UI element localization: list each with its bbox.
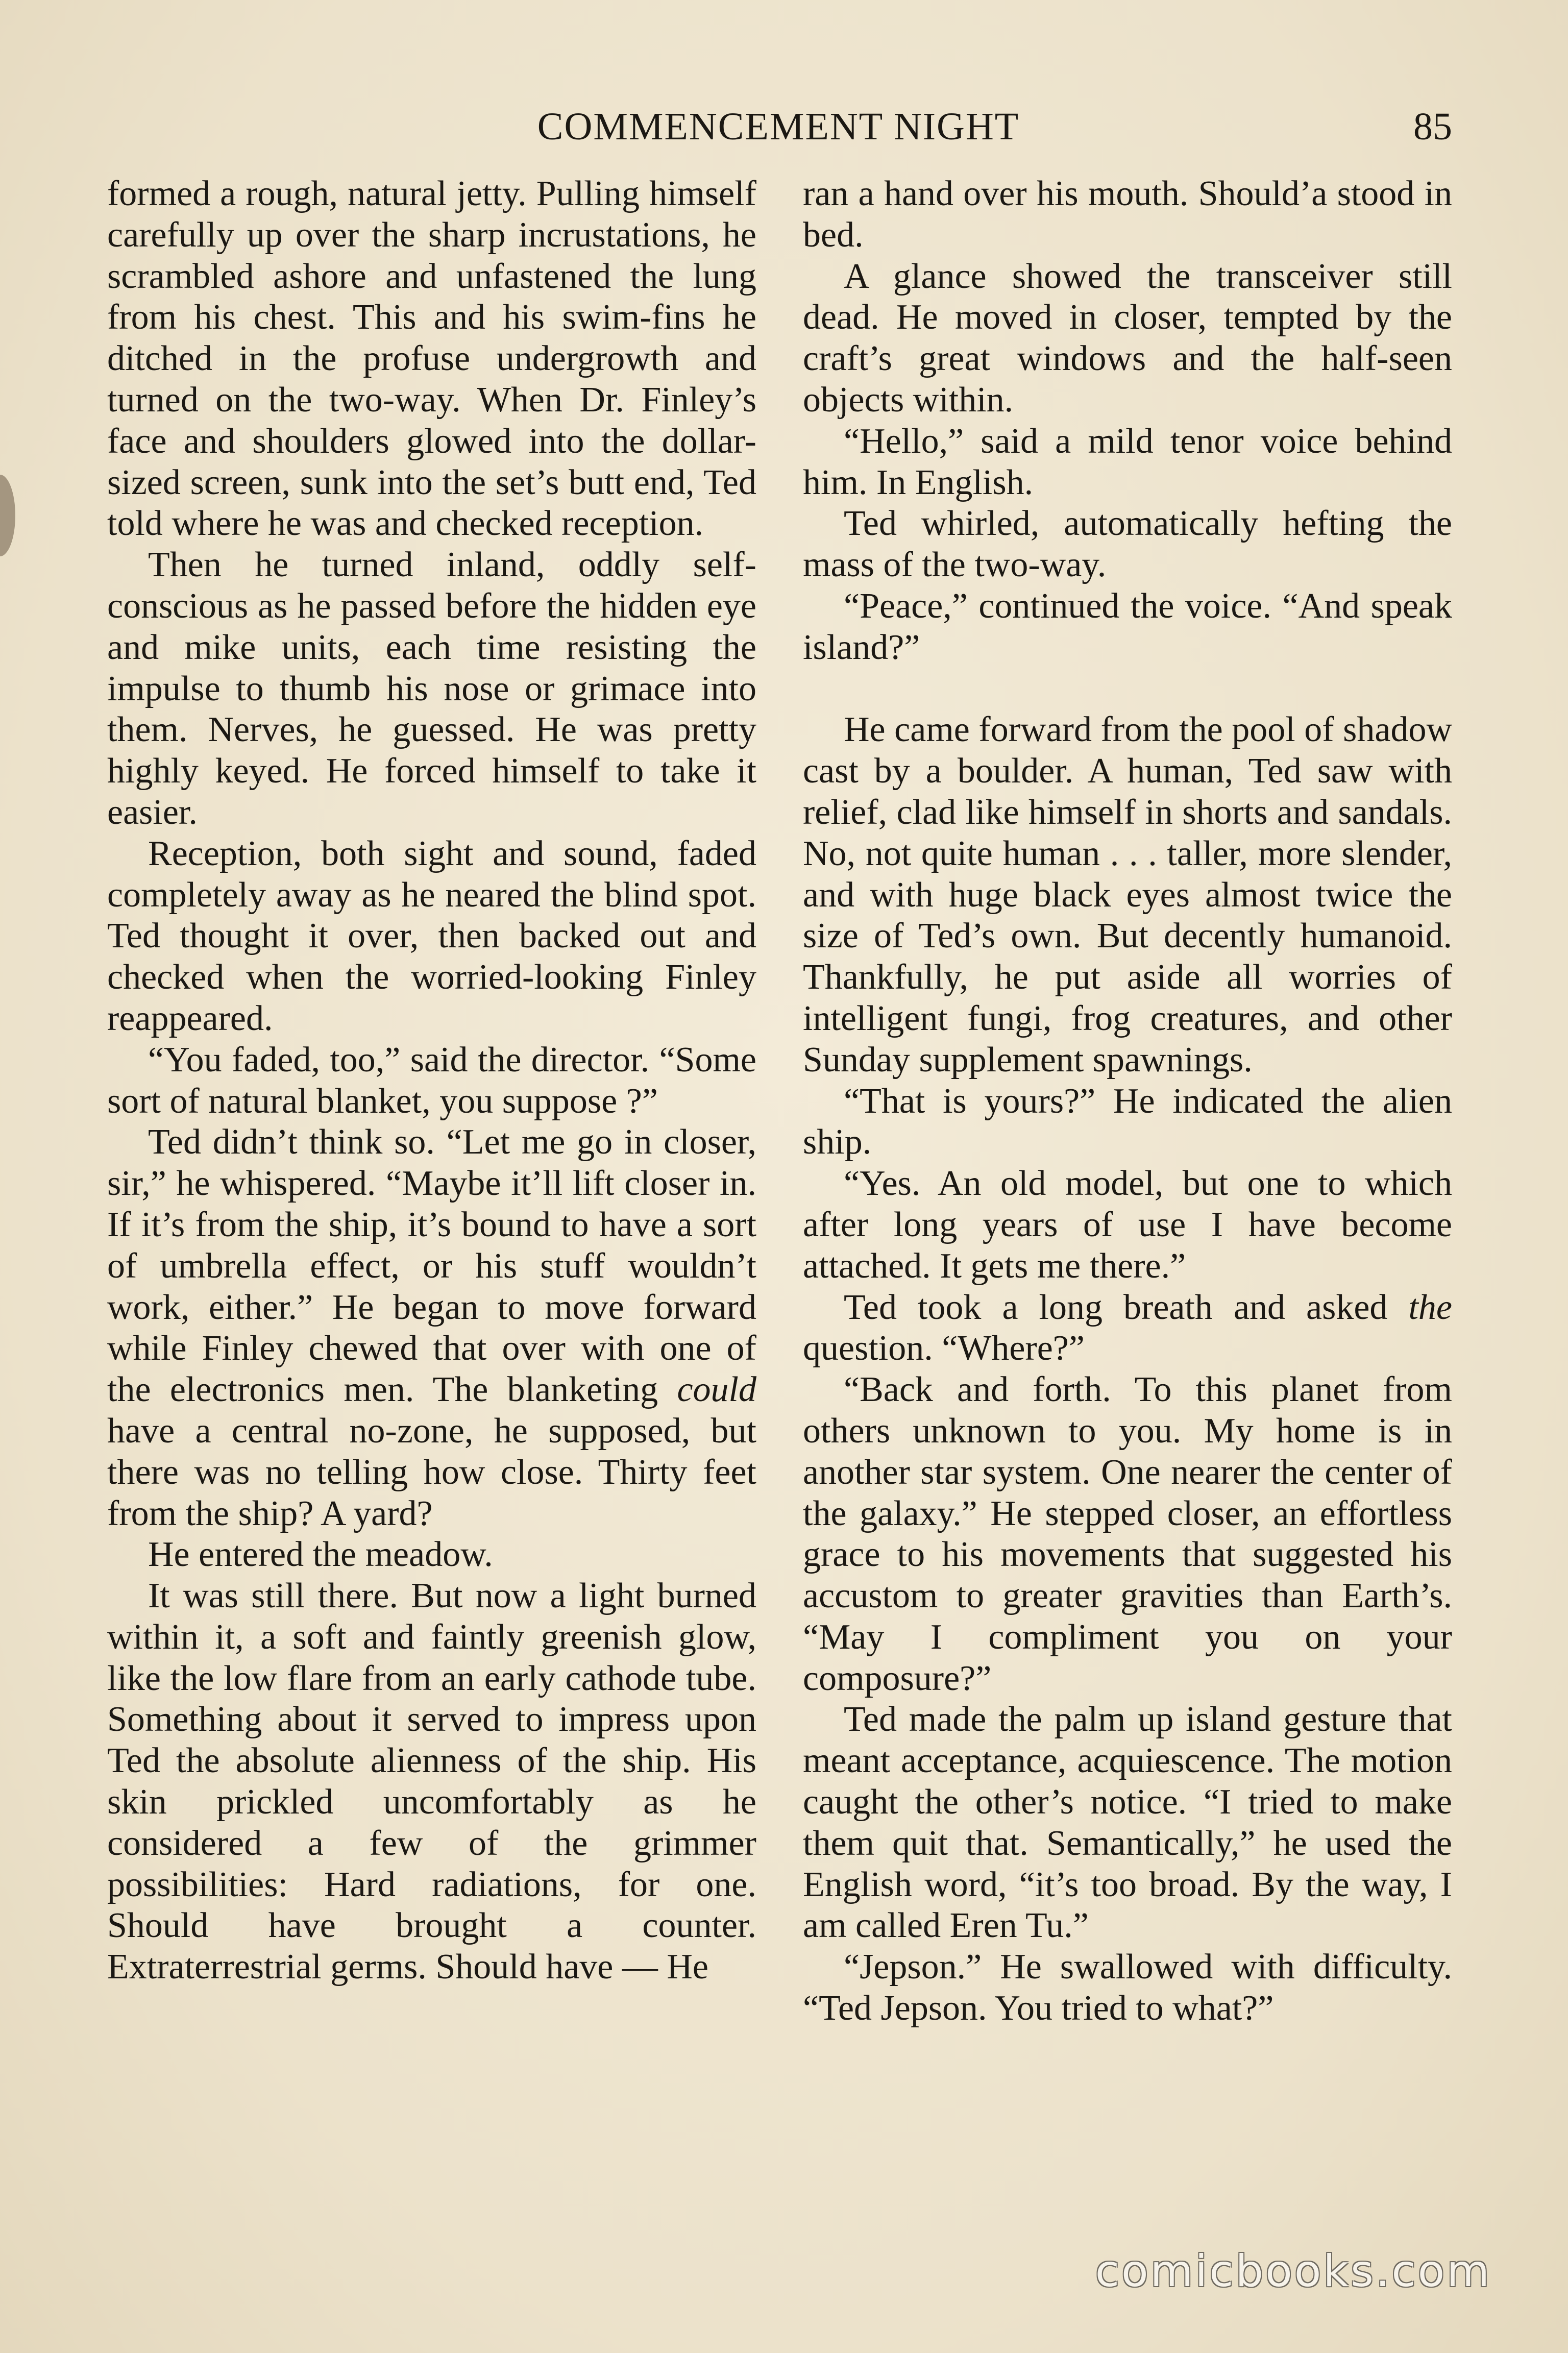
paragraph: “Hello,” said a mild tenor voice behind him. In English. bbox=[803, 421, 1452, 502]
paragraph: formed a rough, natural jetty. Pulling himself carefully up over the sharp incrustations, he scrambled ashore and unfastened the lung from his chest. This and his swim-fins he ditched in the profuse undergrowth and turned on the two-way. When Dr. Finley’s face and shoulders glowed into the dollar-sized screen, sunk into the set’s butt end, Ted told where he was and checked reception. bbox=[107, 174, 756, 544]
paragraph: “Peace,” continued the voice. “And speak island?” bbox=[803, 586, 1452, 667]
paragraph: A glance showed the transceiver still dead. He moved in closer, tempted by the craft’s great windows and the half-seen objects within. bbox=[803, 256, 1452, 420]
paragraph: Then he turned inland, oddly self-conscious as he passed before the hidden eye and mike units, each time resisting the impulse to thumb his nose or grimace into them. Nerves, he guessed. He was pretty highly keyed. He forced himself to take it easier. bbox=[107, 545, 756, 832]
page-edge-stain bbox=[0, 475, 15, 556]
paragraph: Ted took a long breath and asked the question. “Where?” bbox=[803, 1287, 1452, 1368]
paragraph: Ted didn’t think so. “Let me go in closer, sir,” he whispered. “Maybe it’ll lift closer in. If it’s from the ship, it’s bound to have a sort of umbrella effect, or his stuff wouldn’t work, either.” He began to move forward while Finley chewed that over with one of the electronics men. The blanketing could have a central no-zone, he supposed, but there was no telling how close. Thirty feet from the ship? A yard? bbox=[107, 1122, 756, 1533]
emphasis: the bbox=[1408, 1287, 1452, 1327]
paragraph: He entered the meadow. bbox=[148, 1535, 493, 1575]
page-header bbox=[105, 100, 1452, 156]
paragraph: “Back and forth. To this planet from others unknown to you. My home is in another star system. One nearer the center of the galaxy.” He stepped closer, an effortless grace to his movements that suggested his accustom to greater gravities than Earth’s. “May I compliment you on your composure?” bbox=[803, 1370, 1452, 1698]
paragraph: “That is yours?” He indicated the alien ship. bbox=[803, 1081, 1452, 1162]
right-column bbox=[803, 174, 1452, 2215]
watermark: comicbooks.com bbox=[1095, 2246, 1491, 2297]
left-column bbox=[107, 174, 756, 2215]
paragraph: ran a hand over his mouth. Should’a stood in bed. bbox=[803, 174, 1452, 255]
emphasis: could bbox=[677, 1370, 756, 1410]
paragraph: Ted made the palm up island gesture that meant acceptance, acquiescence. The motion caught the other’s notice. “I tried to make them quit that. Semantically,” he used the English word, “it’s too broad. By the way, I am called Eren Tu.” bbox=[803, 1700, 1452, 1946]
paragraph: He came forward from the pool of shadow cast by a boulder. A human, Ted saw with relief, clad like himself in shorts and sandals. No, not quite human . . . taller, more slender, and with huge black eyes almost twice the size of Ted’s own. But decently humanoid. Thankfully, he put aside all worries of intelligent fungi, frog creatures, and other Sunday supplement spawnings. bbox=[803, 710, 1452, 1080]
paragraph: Reception, both sight and sound, faded completely away as he neared the blind spot. Ted thought it over, then backed out and checked when the worried-looking Finley reappeared. bbox=[107, 834, 756, 1038]
paragraph: “Yes. An old model, but one to which after long years of use I have become attached. It gets me there.” bbox=[803, 1164, 1452, 1286]
paragraph: “You faded, too,” said the director. “Some sort of natural blanket, you suppose ?” bbox=[107, 1040, 756, 1121]
running-title: COMMENCEMENT NIGHT bbox=[537, 105, 1020, 148]
paragraph: Ted whirled, automatically hefting the mass of the two-way. bbox=[803, 504, 1452, 585]
paragraph: It was still there. But now a light burned within it, a soft and faintly greenish glow, like the low flare from an early cathode tube. Something about it served to impress upon Ted the absolute alienness of the ship. His skin prickled uncomfortably as he considered a few of the grimmer possibilities: Hard radiations, for one. Should have brought a counter. Extraterrestrial germs. Should have — He bbox=[107, 1576, 756, 1987]
paragraph: “Jepson.” He swallowed with difficulty. “Ted Jepson. You tried to what?” bbox=[803, 1947, 1452, 2028]
page-number: 85 bbox=[1413, 105, 1452, 148]
